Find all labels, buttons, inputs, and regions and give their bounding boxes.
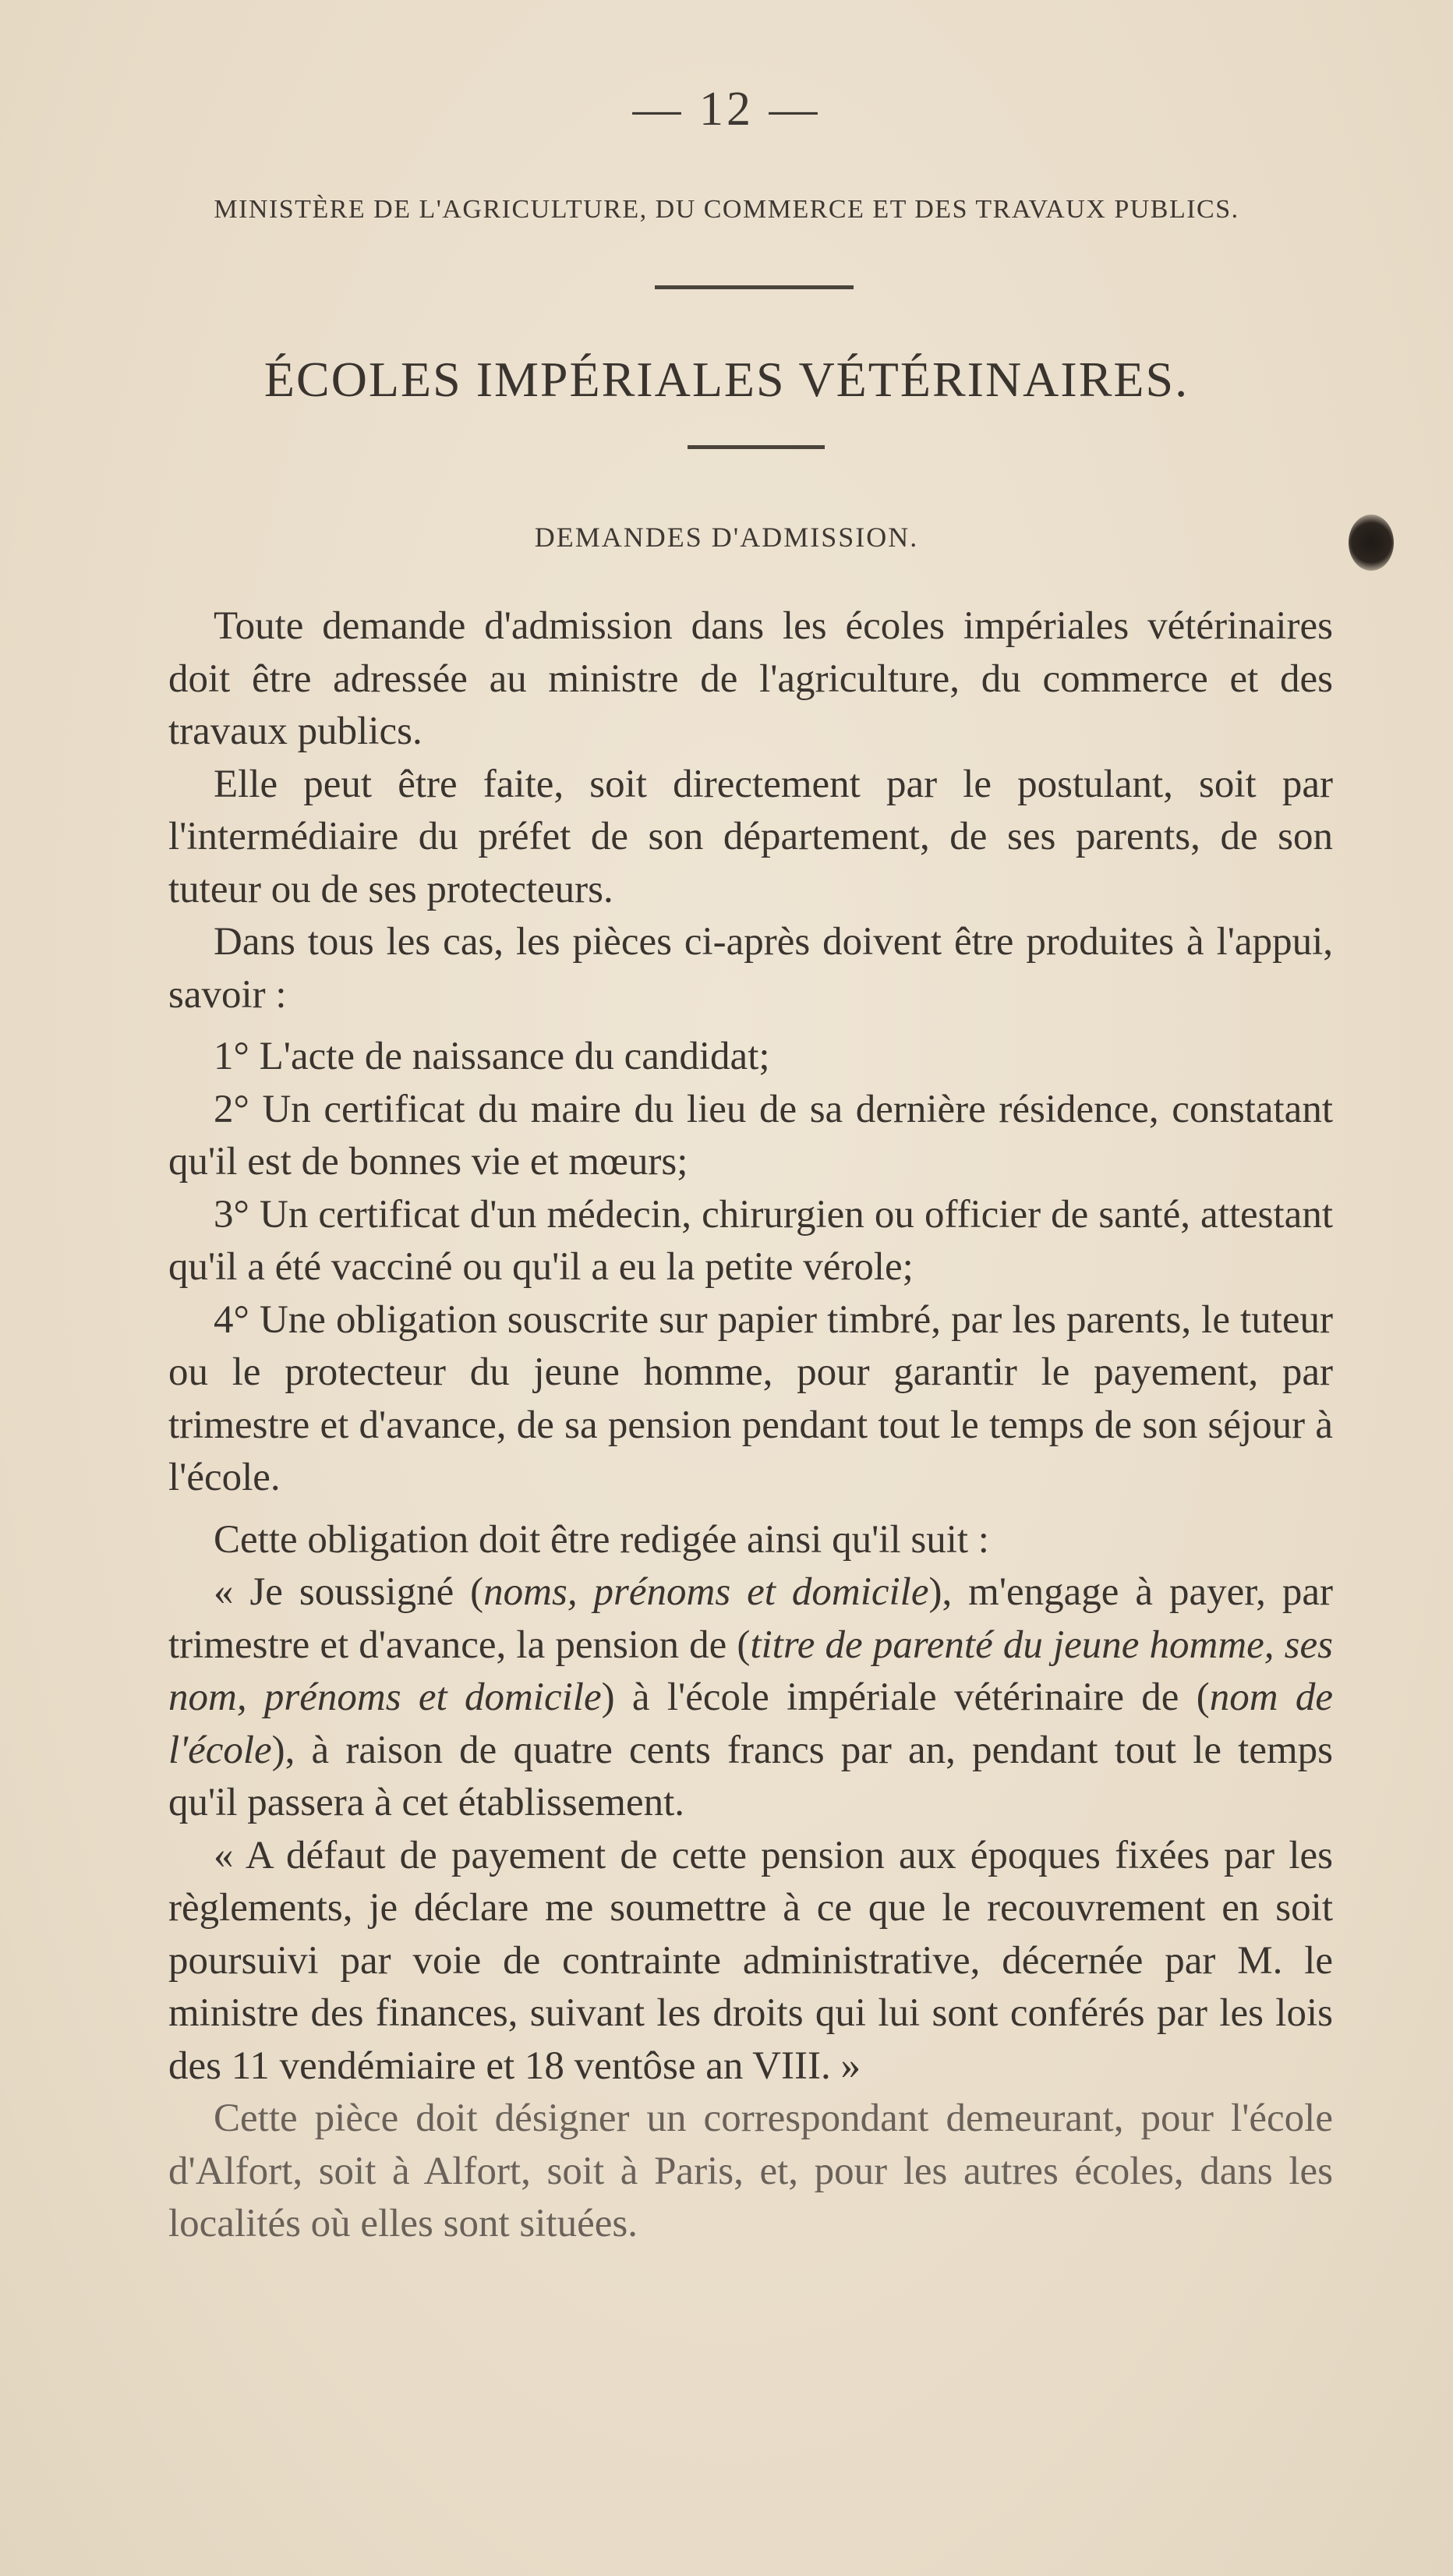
section-heading: DEMANDES D'ADMISSION.	[534, 522, 919, 553]
list-item: 1° L'acte de naissance du candidat;	[214, 1035, 770, 1078]
divider-rule	[655, 285, 854, 289]
quote-placeholder: noms, prénoms et domicile	[483, 1570, 929, 1614]
divider-rule	[688, 445, 825, 449]
quote-text: ), m'engage à payer, par trimestre et d'avance, la pension de (	[168, 1570, 1333, 1667]
ministry-heading: MINISTÈRE DE L'AGRICULTURE, DU COMMERCE ET DES TRAVAUX PUBLICS.	[214, 195, 1239, 224]
paragraph: Cette obligation doit être redigée ainsi qu'il suit :	[214, 1517, 989, 1562]
list-item: 4° Une obligation souscrite sur papier timbré, par les parents, le tuteur ou le protecteur du jeune homme, pour garantir le payement, par trimestre et d'avance, de sa pension pendant tout le temps de son séjour à l'école.	[168, 1297, 1333, 1499]
list-item: 2° Un certificat du maire du lieu de sa dernière résidence, constatant qu'il est de bonnes vie et mœurs;	[168, 1087, 1333, 1184]
list-item: 3° Un certificat d'un médecin, chirurgien ou officier de santé, attestant qu'il a été vacciné ou qu'il a eu la petite vérole;	[168, 1192, 1333, 1289]
quote-text: « Je soussigné (	[214, 1570, 484, 1614]
quote-text: ), à raison de quatre cents francs par an, pendant tout le temps qu'il passera à cet établissement.	[168, 1728, 1333, 1824]
paragraph: Cette pièce doit désigner un correspondant demeurant, pour l'école d'Alfort, soit à Alfort, soit à Paris, et, pour les autres écoles, dans les localités où elles sont situées.	[168, 2097, 1333, 2245]
document-title: ÉCOLES IMPÉRIALES VÉTÉRINAIRES.	[263, 352, 1190, 407]
ink-stain	[1349, 515, 1394, 571]
paragraph: Dans tous les cas, les pièces ci-après doivent être produites à l'appui, savoir :	[168, 920, 1333, 1017]
quoted-obligation	[168, 1566, 1333, 1830]
body-text	[168, 600, 1333, 2251]
paragraph: Elle peut être faite, soit directement par le postulant, soit par l'intermédiaire du préfet de son département, de ses parents, de son tuteur ou de ses protecteurs.	[168, 762, 1333, 911]
quoted-obligation: « A défaut de payement de cette pension aux époques fixées par les règlements, je déclare me soumettre à ce que le recouvrement en soit poursuivi par voie de contrainte administrative, décernée par M. le ministre des finances, suivant les droits qui lui sont conférés par les lois des 11 vendémiaire et 18 ventôse an VIII. »	[168, 1833, 1333, 2088]
page-number: — 12 —	[632, 83, 821, 136]
paragraph: Toute demande d'admission dans les écoles impériales vétérinaires doit être adressée au ministre de l'agriculture, du commerce et des travaux publics.	[168, 604, 1333, 753]
quote-text: ) à l'école impériale vétérinaire de (	[601, 1675, 1210, 1719]
quote-placeholder: titre de parenté du jeune homme, ses nom, prénoms et domicile	[168, 1622, 1333, 1719]
quote-placeholder: nom de l'école	[168, 1675, 1333, 1772]
